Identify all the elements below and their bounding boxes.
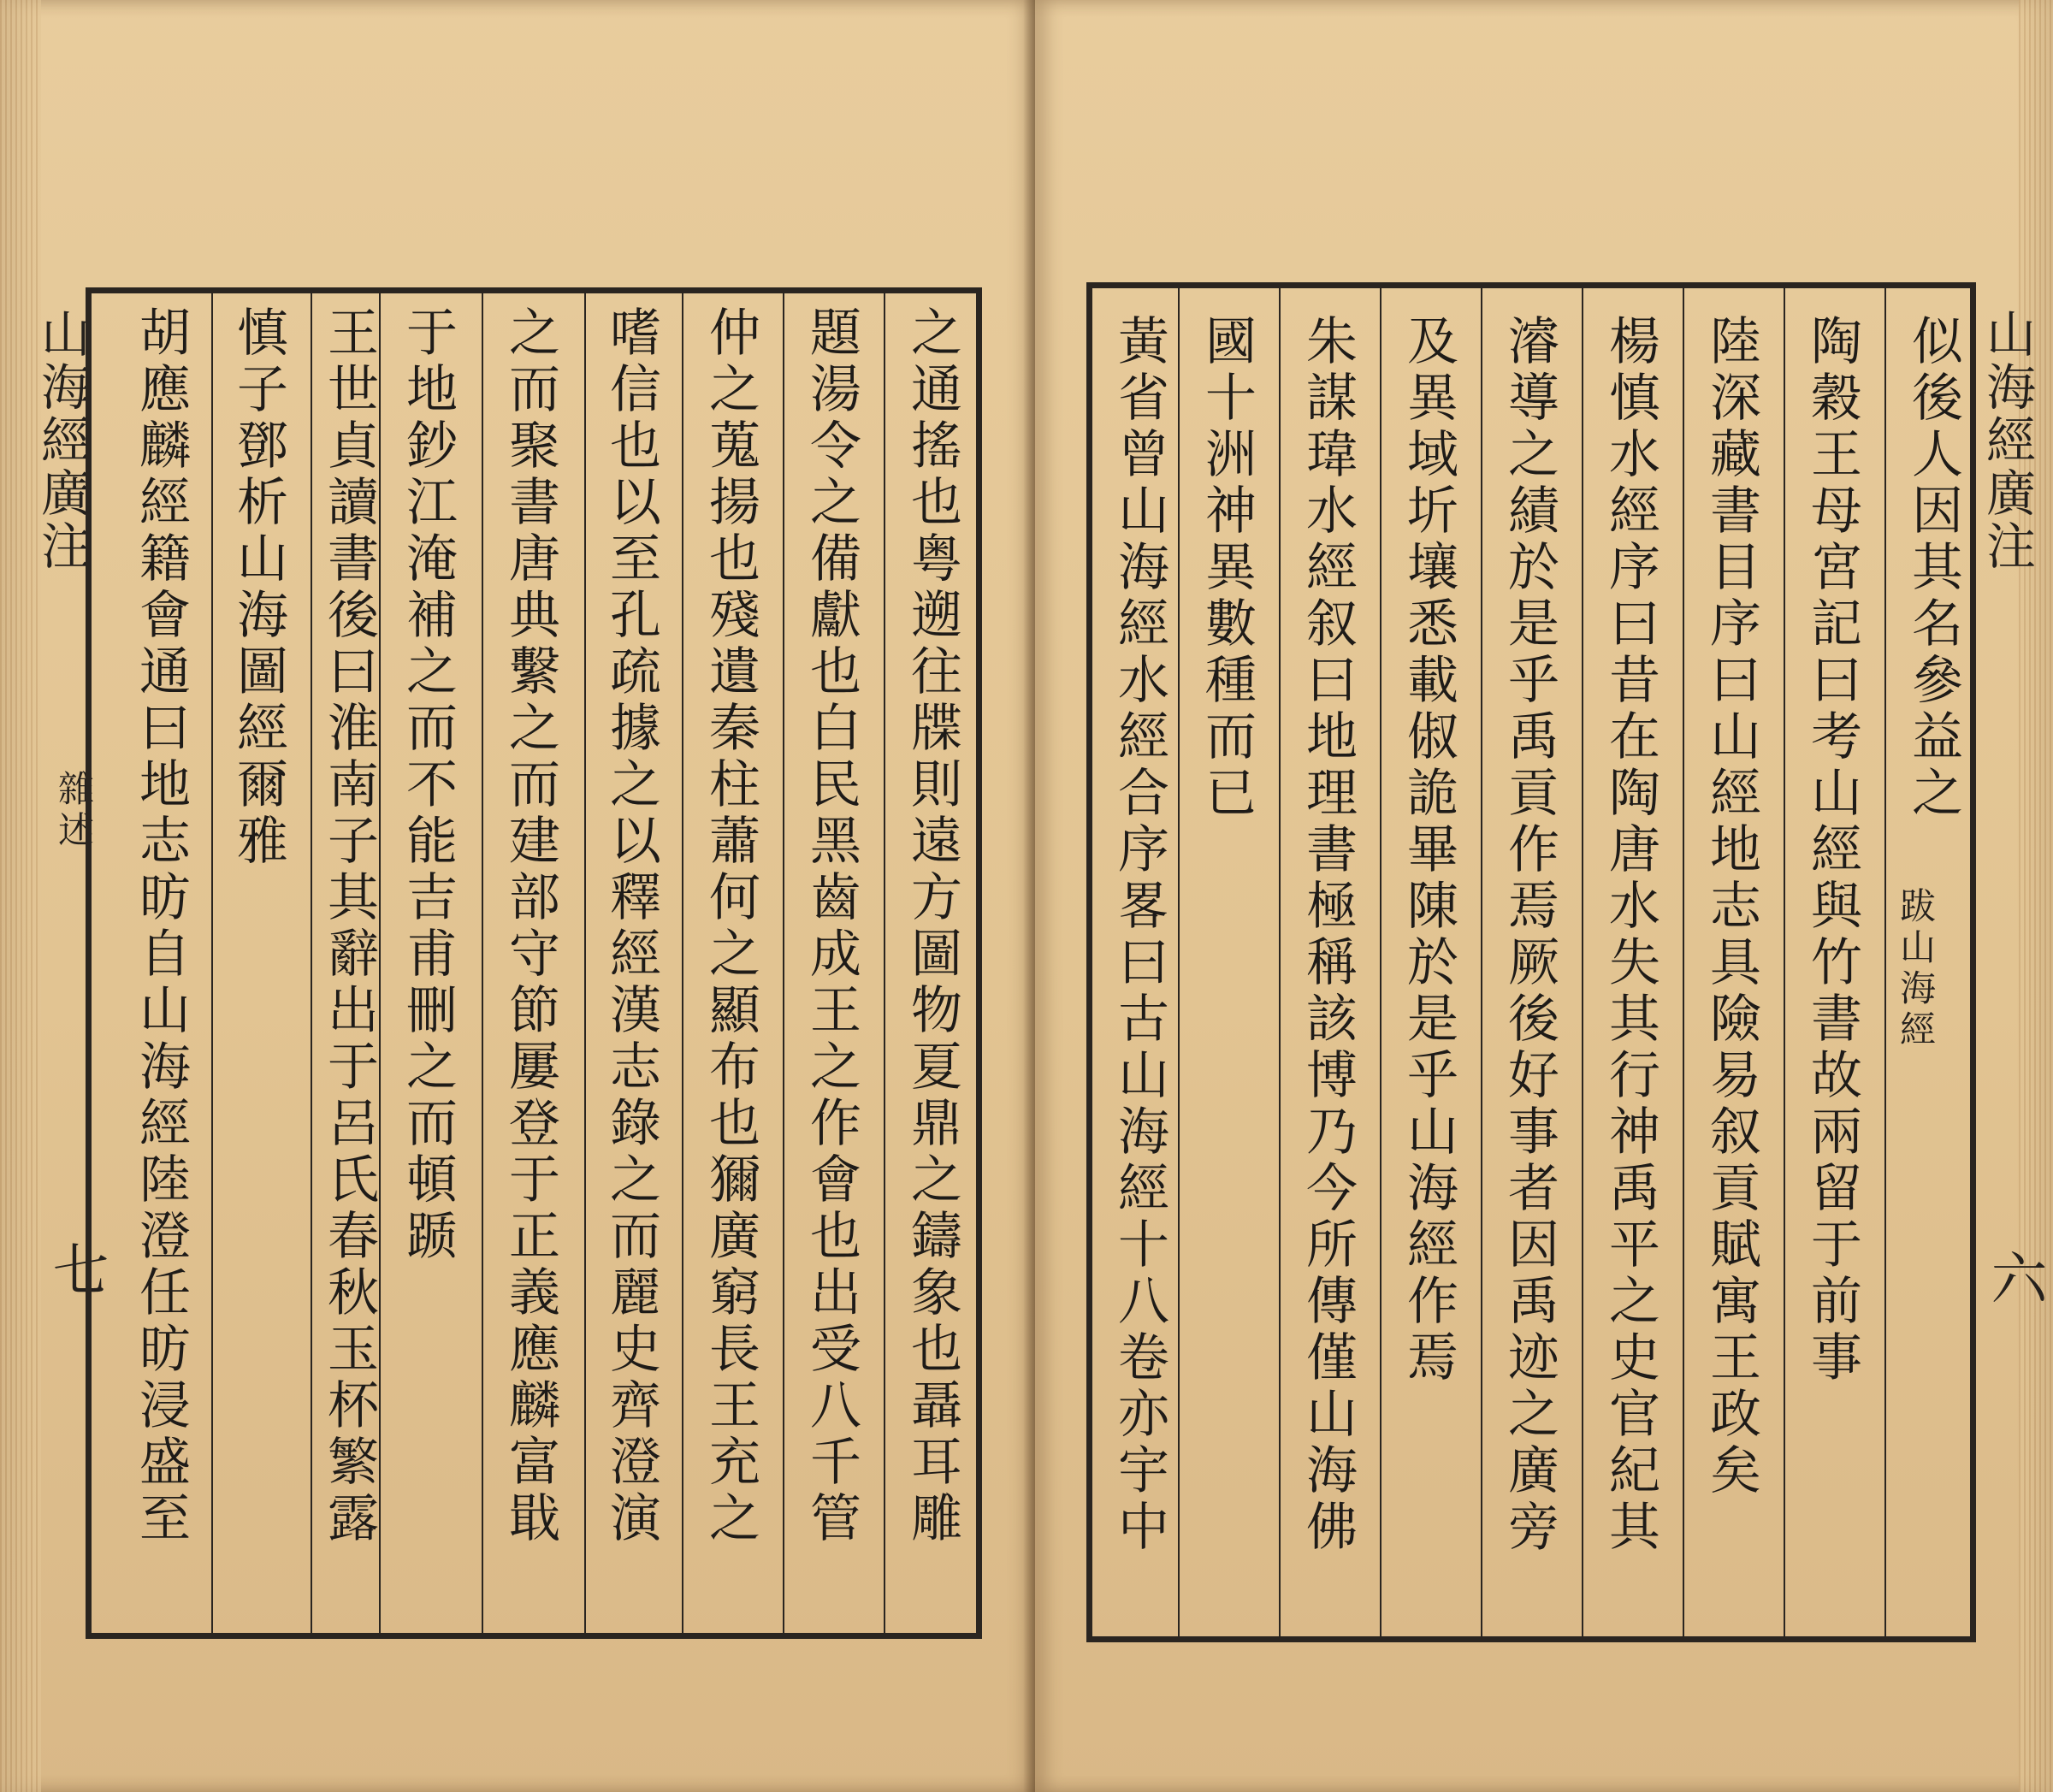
column-rule	[211, 293, 213, 1633]
text-column: 濬導之績於是乎禹貢作焉厥後好事者因禹迹之廣旁	[1500, 314, 1559, 1556]
text-column: 似後人因其名參益之	[1903, 314, 1963, 822]
left-page-edges	[0, 0, 41, 1792]
left-folio: 七	[43, 1240, 109, 1297]
column-rule	[783, 293, 784, 1633]
text-column: 黃省曾山海經水經合序畧曰古山海經十八卷亦宇中	[1109, 314, 1169, 1556]
right-text-frame	[1086, 282, 1976, 1642]
text-column: 王世貞讀書後曰淮南子其辭出于呂氏春秋玉杯繁露	[319, 305, 379, 1547]
column-rule	[884, 293, 885, 1633]
text-column: 仲之蒐揚也殘遺秦柱蕭何之顯布也獮廣窮長王充之	[701, 305, 760, 1547]
column-rule	[584, 293, 586, 1633]
left-section-label: 雜述	[53, 770, 95, 852]
column-rule	[311, 293, 312, 1633]
text-column: 陶穀王母宮記曰考山經與竹書故兩留于前事	[1802, 314, 1862, 1387]
text-column: 及異域圻壤悉載俶詭畢陳於是乎山海經作焉	[1399, 314, 1458, 1387]
column-rule	[482, 293, 483, 1633]
text-column: 嗜信也以至孔疏據之以釋經漢志錄之而麗史齊澄演	[601, 305, 661, 1547]
right-margin-title: 山海經廣注	[1978, 308, 2036, 573]
text-column: 楊慎水經序曰昔在陶唐水失其行神禹平之史官紀其	[1600, 314, 1660, 1556]
column-rule	[1683, 288, 1684, 1636]
column-rule	[1178, 288, 1180, 1636]
right-folio: 六	[1981, 1249, 2047, 1305]
text-column: 胡應麟經籍會通曰地志昉自山海經陸澄任昉浸盛至	[131, 305, 191, 1547]
column-rule	[1582, 288, 1583, 1636]
left-text-frame	[86, 287, 982, 1639]
small-note: 跋山海經	[1895, 887, 1937, 1051]
text-column: 國十洲神異數種而已	[1197, 314, 1257, 822]
right-page-edges	[2019, 0, 2053, 1792]
text-column: 慎子鄧析山海圖經爾雅	[228, 305, 288, 870]
text-column: 題湯令之備獻也白民黑齒成王之作會也出受八千管	[802, 305, 861, 1547]
column-rule	[1279, 288, 1281, 1636]
text-column: 朱謀瑋水經叙曰地理書極稱該博乃今所傳僅山海佛	[1298, 314, 1358, 1556]
column-rule	[1784, 288, 1785, 1636]
text-column: 于地鈔江淹補之而不能吉甫刪之而頓踬	[398, 305, 458, 1265]
column-rule	[1884, 288, 1886, 1636]
column-rule	[682, 293, 683, 1633]
column-rule	[1380, 288, 1381, 1636]
text-column: 之而聚書唐典繫之而建部守節屢登于正義應麟富戢	[500, 305, 560, 1547]
right-page	[1035, 0, 2053, 1792]
column-rule	[1481, 288, 1482, 1636]
left-margin-title: 山海經廣注	[33, 308, 91, 573]
text-column: 之通搖也粤遡往牒則遠方圖物夏鼎之鑄象也聶耳雕	[902, 305, 962, 1547]
text-column: 陸深藏書目序曰山經地志具險易叙貢賦寓王政矣	[1701, 314, 1761, 1499]
